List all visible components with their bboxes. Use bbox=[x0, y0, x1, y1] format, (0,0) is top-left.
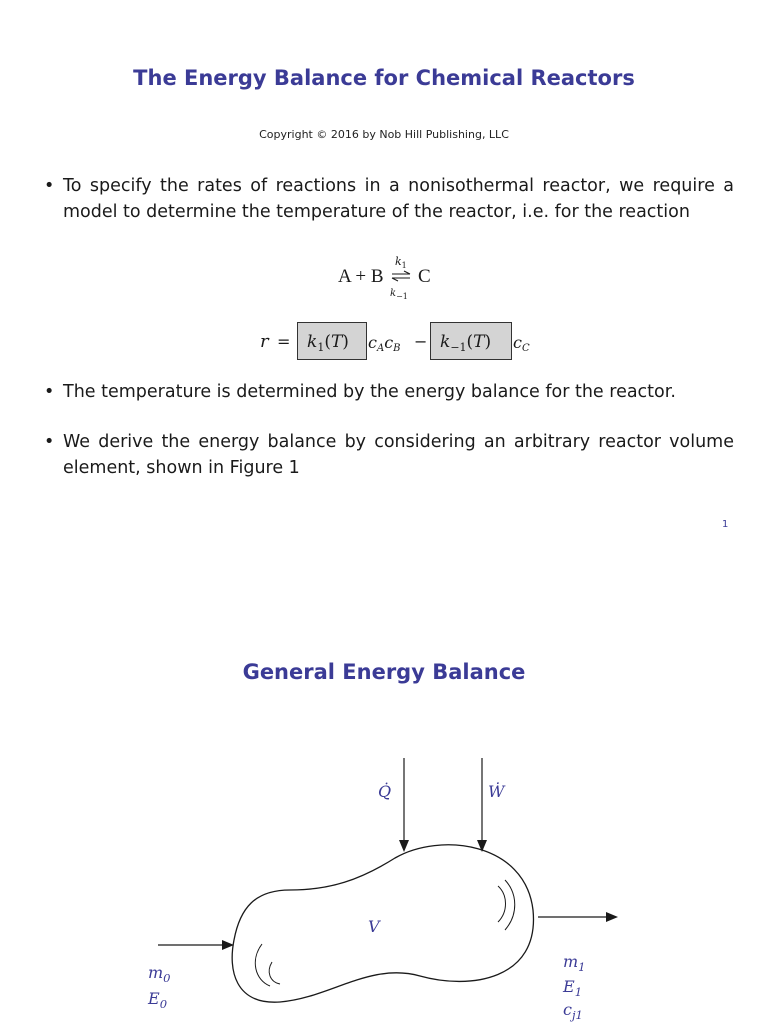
bullet-text: The temperature is determined by the energy balance for the reactor. bbox=[63, 382, 676, 402]
heat-label: Q̇ bbox=[378, 782, 392, 801]
rate-box-reverse-text: $k_{-1}(T)$ bbox=[440, 332, 492, 354]
rate-equation bbox=[0, 320, 768, 362]
slide-title: General Energy Balance bbox=[242, 660, 526, 684]
bullet-item bbox=[44, 379, 734, 405]
rate-symbol: r bbox=[260, 331, 269, 352]
bullet-item bbox=[44, 429, 734, 481]
bullet-text: To specify the rates of reactions in a nonisothermal reactor, we require a model to determine the temperature of the reactor, i.e. for the reaction bbox=[63, 176, 734, 222]
shade-arc-icon bbox=[255, 944, 270, 986]
outflow-energy-label: $E_1$ bbox=[563, 977, 583, 1000]
reaction-rhs: C bbox=[418, 266, 431, 287]
shade-arc-icon bbox=[269, 962, 280, 984]
bullet-item bbox=[44, 173, 734, 225]
rate-box-forward-text: $k_1(T)$ bbox=[307, 332, 349, 354]
rate-conc-reverse: cC bbox=[513, 333, 530, 354]
reaction-k-forward: $k_1$ bbox=[395, 255, 407, 270]
reaction-k-reverse: $k_{-1}$ bbox=[390, 288, 408, 300]
inflow-energy-label: $E_0$ bbox=[148, 989, 168, 1012]
rate-conc-forward: cAcB bbox=[368, 333, 401, 354]
volume-label: V bbox=[368, 917, 380, 936]
shade-arc-icon bbox=[505, 880, 515, 930]
bullet-dot-icon: • bbox=[44, 382, 55, 402]
equals-sign: = bbox=[277, 332, 291, 351]
reaction-lhs: A + B bbox=[338, 266, 384, 287]
volume-element-outline bbox=[232, 845, 533, 1002]
rate-svg bbox=[0, 320, 768, 362]
bullet-text: We derive the energy balance by considering an arbitrary reactor volume element, shown in Figure 1 bbox=[63, 432, 734, 478]
reaction-svg bbox=[0, 250, 768, 300]
bullet-dot-icon: • bbox=[44, 432, 55, 452]
reaction-equation bbox=[0, 250, 768, 300]
copyright-line: Copyright © 2016 by Nob Hill Publishing, LLC bbox=[259, 128, 509, 141]
outflow-mass-label: $m_1$ bbox=[563, 952, 586, 975]
minus-sign: − bbox=[414, 332, 428, 351]
page-number: 1 bbox=[722, 519, 729, 530]
outflow-conc-label: $c_{j1}$ bbox=[563, 1000, 583, 1023]
shade-arc-icon bbox=[498, 886, 506, 922]
bullet-dot-icon: • bbox=[44, 176, 55, 196]
inflow-mass-label: $m_0$ bbox=[148, 963, 171, 986]
work-label: Ẇ bbox=[488, 782, 505, 801]
slide-title: The Energy Balance for Chemical Reactors bbox=[133, 66, 635, 90]
